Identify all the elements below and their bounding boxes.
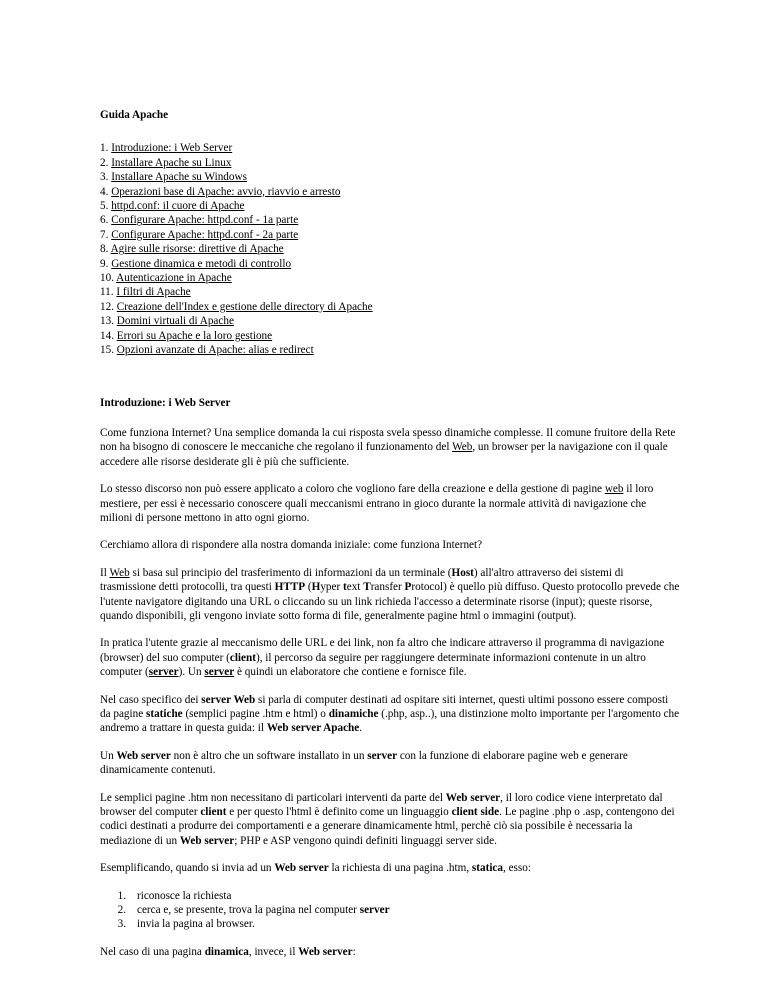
text-run: Web xyxy=(109,566,130,579)
text-run: Web xyxy=(452,441,473,454)
paragraph xyxy=(100,482,680,525)
text-run: client xyxy=(229,651,256,664)
toc-item: 13. Domini virtuali di Apache xyxy=(100,315,234,328)
text-run: , il loro codice viene interpretato dal browser del computer xyxy=(100,791,663,819)
text-run: Host xyxy=(451,566,474,579)
toc-link[interactable]: Introduzione: i Web Server xyxy=(111,142,233,155)
paragraph xyxy=(100,791,680,849)
text-run: . Le pagine .php o .asp, contengono dei codici destinati a produrre dei comportamenti e a generare dinamicamente html, perchè ciò sia possibile è necessaria la mediazione di un xyxy=(100,806,675,847)
list-item: 3. invia la pagina al browser. xyxy=(117,918,255,931)
text-run: riconosce la richiesta xyxy=(137,889,232,902)
text-run: T xyxy=(363,581,371,594)
steps-list xyxy=(100,889,680,932)
text-run: web xyxy=(604,483,624,496)
text-run: e per questo l'html è definito come un linguaggio xyxy=(226,806,452,819)
paragraph xyxy=(100,945,680,959)
toc-link[interactable]: Configurare Apache: httpd.conf - 2a parte xyxy=(111,228,299,241)
text-run: statiche xyxy=(145,708,183,720)
toc-link[interactable]: Operazioni base di Apache: avvio, riavvio e arresto xyxy=(111,185,341,198)
text-run: Lo stesso discorso non può essere applicato a coloro che vogliono fare della creazione e della gestione di pagine xyxy=(100,483,605,496)
toc-item: 7. Configurare Apache: httpd.conf - 2a parte xyxy=(100,228,299,241)
text-run: con la funzione di elaborare pagine web e generare dinamicamente contenuti. xyxy=(100,749,628,777)
paragraph xyxy=(100,538,680,552)
text-run: ( xyxy=(305,581,312,594)
toc-item: 2. Installare Apache su Linux xyxy=(100,156,232,169)
paragraph xyxy=(100,861,680,875)
text-run: Web server xyxy=(274,862,329,875)
text-run: Web server Apache xyxy=(266,722,360,735)
toc-item: 8. Agire sulle risorse: direttive di Apache xyxy=(100,243,284,256)
text-run: ext xyxy=(346,581,364,594)
text-run: dinamica xyxy=(204,945,249,958)
paragraph xyxy=(100,749,680,778)
text-run: Web server xyxy=(116,749,171,762)
text-run: Un xyxy=(100,749,117,762)
text-run: In pratica l'utente grazie al meccanismo delle URL e dei link, non fa altro che indicare attraverso il programma di navigazione (browser) del suo computer ( xyxy=(100,637,665,664)
toc-link[interactable]: Domini virtuali di Apache xyxy=(116,315,234,328)
text-run: invia la pagina al browser. xyxy=(137,918,255,931)
text-run: statica xyxy=(471,862,503,875)
paragraph xyxy=(100,636,680,679)
paragraph xyxy=(100,566,680,624)
text-run: server xyxy=(367,749,398,762)
text-run: client xyxy=(200,806,227,819)
document-page xyxy=(100,108,680,972)
text-run: Esemplificando, quando si invia ad un xyxy=(100,862,275,875)
text-run: Web server xyxy=(298,945,353,958)
toc-link[interactable]: Configurare Apache: httpd.conf - 1a parte xyxy=(111,214,299,227)
list-item: 2. cerca e, se presente, trova la pagina nel computer server xyxy=(117,904,390,917)
text-run: Il xyxy=(100,566,110,579)
toc-link[interactable]: Autenticazione in Apache xyxy=(116,272,232,285)
text-run: Nel caso specifico dei xyxy=(100,693,202,706)
toc-item: 15. Opzioni avanzate di Apache: alias e redirect xyxy=(100,344,314,357)
toc-link[interactable]: httpd.conf: il cuore di Apache xyxy=(111,200,245,213)
toc-link[interactable]: Creazione dell'Index e gestione delle directory di Apache xyxy=(116,300,373,313)
text-run: Nel caso di una pagina xyxy=(100,945,205,958)
text-run: server Web xyxy=(201,693,256,706)
text-run: server xyxy=(148,666,179,679)
toc-link[interactable]: Installare Apache su Windows xyxy=(111,171,247,184)
text-run: ) all'altro attraverso dei sistemi di trasmissione detti protocolli, tra questi xyxy=(100,566,624,594)
toc-item: 1. Introduzione: i Web Server xyxy=(100,142,233,155)
section-heading: Introduzione: i Web Server xyxy=(100,396,231,409)
text-run: P xyxy=(404,581,412,594)
text-run: ransfer xyxy=(370,581,405,594)
text-run: : xyxy=(352,945,356,958)
text-run: Web server xyxy=(445,791,501,804)
text-run: (.php, asp..), una distinzione molto importante per l'argomento che andremo a trattare in questa guida: il xyxy=(100,708,680,735)
toc-item: 6. Configurare Apache: httpd.conf - 1a parte xyxy=(100,214,299,227)
text-run: non è altro che un software installato in un xyxy=(170,749,368,762)
toc-item: 3. Installare Apache su Windows xyxy=(100,171,247,184)
toc-item: 11. I filtri di Apache xyxy=(100,286,191,299)
toc-link[interactable]: Agire sulle risorse: direttive di Apache xyxy=(110,243,284,256)
paragraph xyxy=(100,693,680,736)
text-run: server xyxy=(359,904,390,917)
text-run: server xyxy=(204,666,235,679)
text-run: . xyxy=(359,722,363,735)
text-run: , esso: xyxy=(503,862,531,875)
text-run: Le semplici pagine .htm non necessitano di particolari interventi da parte del xyxy=(100,791,446,804)
text-run: ). Un xyxy=(178,666,205,679)
text-run: il loro mestiere, per essi è necessario conoscere quali meccanismi entrano in gioco durante la normale attività di navigazione che milioni di persone mettono in atto ogni giorno. xyxy=(100,483,654,524)
text-run: Web server xyxy=(179,834,235,847)
table-of-contents xyxy=(100,141,680,357)
text-run: la richiesta di una pagina .htm, xyxy=(328,862,472,875)
text-run: (semplici pagine .htm e html) o xyxy=(182,708,329,720)
document-title: Guida Apache xyxy=(100,109,169,121)
toc-item: 9. Gestione dinamica e metodi di controllo xyxy=(100,257,292,270)
list-item: 1. riconosce la richiesta xyxy=(117,889,232,902)
text-run: client side xyxy=(451,806,500,819)
toc-item: 12. Creazione dell'Index e gestione delle directory di Apache xyxy=(100,300,373,313)
text-run: rotocol) è quello più diffuso. Questo protocollo prevede che l'utente navigatore digitando una URL o cliccando su un link richieda l'accesso a determinate risorse (input); queste risorse, quando disponibili, gli vengono inviate sotto forma di file, generalmente pagine html o immagini (output). xyxy=(100,581,680,622)
toc-link[interactable]: Gestione dinamica e metodi di controllo xyxy=(111,257,292,270)
toc-item: 4. Operazioni base di Apache: avvio, riavvio e arresto xyxy=(100,185,341,198)
text-run: HTTP xyxy=(274,581,306,594)
text-run: si parla di computer destinati ad ospitare siti internet, questi ultimi possono essere composti da pagine xyxy=(100,693,669,720)
toc-item: 14. Errori su Apache e la loro gestione xyxy=(100,329,273,342)
paragraph xyxy=(100,426,680,469)
text-run: , invece, il xyxy=(248,945,299,958)
toc-item: 5. httpd.conf: il cuore di Apache xyxy=(100,200,245,213)
text-run: ; PHP e ASP vengono quindi definiti linguaggi server side. xyxy=(234,834,497,847)
text-run: Cerchiamo allora di rispondere alla nostra domanda iniziale: come funziona Internet? xyxy=(100,539,483,552)
text-run: yper xyxy=(320,581,344,594)
text-run: Come funziona Internet? Una semplice domanda la cui risposta svela spesso dinamiche complesse. Il comune fruitore della Rete non ha bisogno di conoscere le meccaniche che regolano il funzionamento del xyxy=(100,426,676,454)
text-run: è quindi un elaboratore che contiene e fornisce file. xyxy=(234,666,467,679)
text-run: cerca e, se presente, trova la pagina nel computer xyxy=(137,904,360,917)
toc-item: 10. Autenticazione in Apache xyxy=(100,272,232,285)
text-run: si basa sul principio del trasferimento di informazioni da un terminale ( xyxy=(129,566,452,579)
text-run: t xyxy=(343,581,347,594)
text-run: H xyxy=(311,581,321,594)
toc-link[interactable]: Opzioni avanzate di Apache: alias e redirect xyxy=(116,344,314,357)
toc-link[interactable]: I filtri di Apache xyxy=(116,286,191,299)
toc-link[interactable]: Installare Apache su Linux xyxy=(111,156,232,169)
text-run: , un browser per la navigazione con il quale accedere alle risorse desiderate gli è più che sufficiente. xyxy=(100,441,668,468)
text-run: dinamiche xyxy=(328,708,379,720)
toc-link[interactable]: Errori su Apache e la loro gestione xyxy=(116,329,273,342)
text-run: ), il percorso da seguire per raggiungere determinate informazioni contenute in un altro computer ( xyxy=(100,651,646,679)
